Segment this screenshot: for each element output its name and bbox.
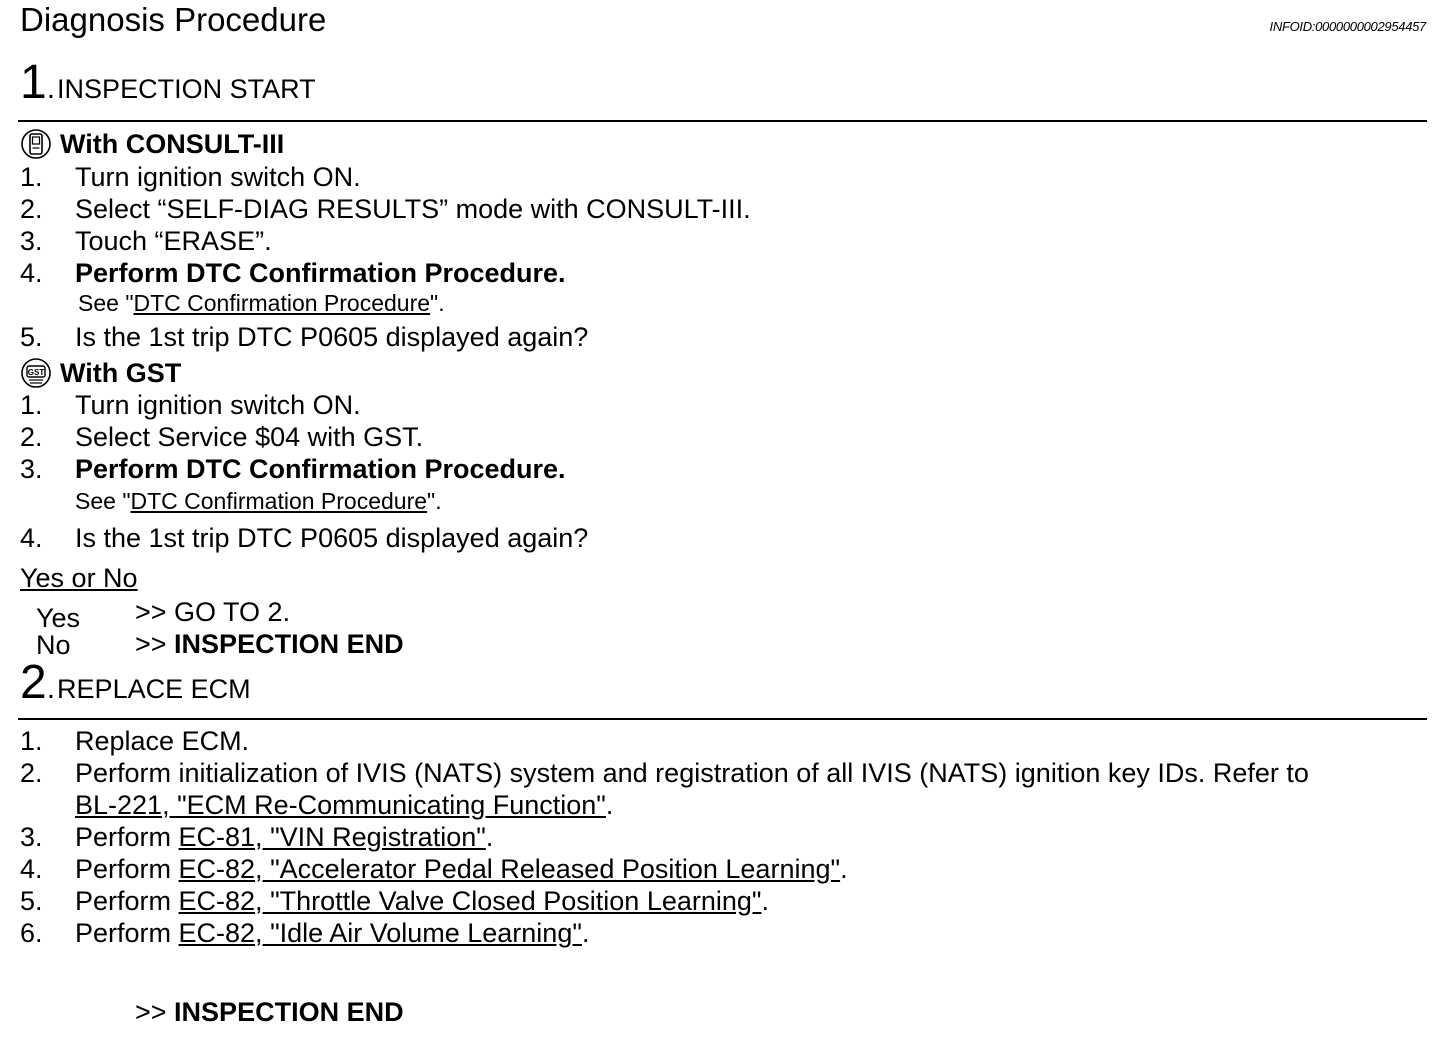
replace-step-4 [20, 853, 848, 885]
replace-step-6 [20, 917, 589, 949]
list-prefix: Perform [75, 854, 179, 884]
step-2-number: 2 [20, 656, 47, 709]
list-number: 6. [20, 918, 43, 948]
gst-icon-text: GST [27, 368, 45, 377]
list-text: Touch “ERASE”. [75, 226, 272, 256]
list-number: 4. [20, 523, 43, 553]
list-number: 1. [20, 726, 43, 756]
step-2-header [20, 658, 251, 708]
list-number: 1. [20, 162, 43, 192]
see-prefix: See " [78, 290, 134, 316]
replace-step-1 [20, 725, 249, 757]
inspection-end-label: INSPECTION END [174, 629, 404, 659]
consult-step-2 [20, 193, 751, 225]
ec-81-vin-link[interactable]: EC-81, "VIN Registration" [178, 822, 486, 852]
consult-step-5 [20, 321, 588, 353]
list-number: 3. [20, 454, 43, 484]
gst-mode-label: With GST [60, 357, 182, 388]
list-number: 3. [20, 822, 43, 852]
replace-step-5 [20, 885, 769, 917]
gst-step-3 [20, 453, 566, 485]
link-suffix: . [761, 886, 770, 916]
replace-step-3 [20, 821, 493, 853]
see-suffix: ". [430, 290, 445, 316]
consult-see-reference [78, 290, 445, 317]
list-text: Perform DTC Confirmation Procedure. [75, 258, 566, 288]
dtc-confirmation-link[interactable]: DTC Confirmation Procedure [133, 290, 431, 316]
dtc-confirmation-link[interactable]: DTC Confirmation Procedure [130, 488, 428, 514]
end-prefix: >> [135, 997, 175, 1027]
list-number: 1. [20, 390, 43, 420]
ec-82-idle-air-link[interactable]: EC-82, "Idle Air Volume Learning" [178, 918, 582, 948]
list-text: Perform initialization of IVIS (NATS) system and registration of all IVIS (NATS) ignition key IDs. Refer to [75, 758, 1309, 788]
list-number: 2. [20, 758, 43, 788]
page-title: Diagnosis Procedure [20, 1, 327, 38]
list-text: Perform DTC Confirmation Procedure. [75, 454, 566, 484]
bl-221-link[interactable]: BL-221, "ECM Re-Communicating Function" [75, 790, 606, 820]
gst-step-4 [20, 522, 588, 554]
list-text: Select “SELF-DIAG RESULTS” mode with CONSULT-III. [75, 194, 751, 224]
replace-step-2-number [20, 757, 75, 789]
step-1-title: INSPECTION START [57, 74, 316, 104]
list-number: 4. [20, 854, 43, 884]
replace-step-2-text [75, 757, 1427, 821]
link-suffix: . [485, 822, 494, 852]
no-label: No [36, 630, 71, 660]
list-prefix: Perform [75, 822, 179, 852]
list-text: Turn ignition switch ON. [75, 390, 361, 420]
ec-82-throttle-link[interactable]: EC-82, "Throttle Valve Closed Position Learning" [178, 886, 762, 916]
ec-82-accelerator-link[interactable]: EC-82, "Accelerator Pedal Released Position Learning" [178, 854, 841, 884]
yes-or-no-heading: Yes or No [20, 563, 138, 593]
list-text: Replace ECM. [75, 726, 250, 756]
yes-action: >> GO TO 2. [135, 597, 291, 627]
list-text: Is the 1st trip DTC P0605 displayed again? [75, 523, 589, 553]
step-2-title: REPLACE ECM [57, 674, 251, 704]
link-suffix: . [581, 918, 590, 948]
inspection-end-label: INSPECTION END [174, 997, 404, 1027]
gst-step-1 [20, 389, 361, 421]
step-2-dot: . [46, 672, 56, 705]
link-suffix: . [840, 854, 848, 884]
see-suffix: ". [427, 488, 442, 514]
gst-step-2 [20, 421, 423, 453]
step-1-divider [18, 120, 1427, 122]
list-prefix: Perform [75, 918, 179, 948]
step-1-header [20, 58, 316, 108]
list-text: Is the 1st trip DTC P0605 displayed again? [75, 322, 589, 352]
consult-mode-heading [20, 128, 284, 160]
list-prefix: Perform [75, 886, 179, 916]
consult-step-1 [20, 161, 361, 193]
info-id: INFOID:0000000002954457 [1269, 19, 1426, 34]
list-number: 5. [20, 886, 43, 916]
consult-iii-icon [20, 128, 52, 160]
list-text: Select Service $04 with GST. [75, 422, 424, 452]
gst-icon [20, 357, 52, 389]
list-number: 4. [20, 258, 43, 288]
step-1-number: 1 [20, 56, 47, 109]
link-suffix: . [605, 790, 614, 820]
see-prefix: See " [75, 488, 131, 514]
consult-mode-label: With CONSULT-III [60, 128, 285, 159]
no-prefix: >> [135, 629, 175, 659]
final-action [135, 997, 404, 1028]
step-1-dot: . [46, 72, 56, 105]
yes-label: Yes [36, 603, 81, 633]
gst-see-reference [75, 488, 442, 515]
list-number: 2. [20, 422, 43, 452]
list-text: Turn ignition switch ON. [75, 162, 361, 192]
gst-mode-heading [20, 357, 181, 389]
no-action [135, 629, 404, 660]
consult-step-3 [20, 225, 272, 257]
consult-step-4 [20, 257, 566, 289]
list-number: 2. [20, 194, 43, 224]
step-2-divider [18, 718, 1427, 720]
list-number: 5. [20, 322, 43, 352]
list-number: 3. [20, 226, 43, 256]
